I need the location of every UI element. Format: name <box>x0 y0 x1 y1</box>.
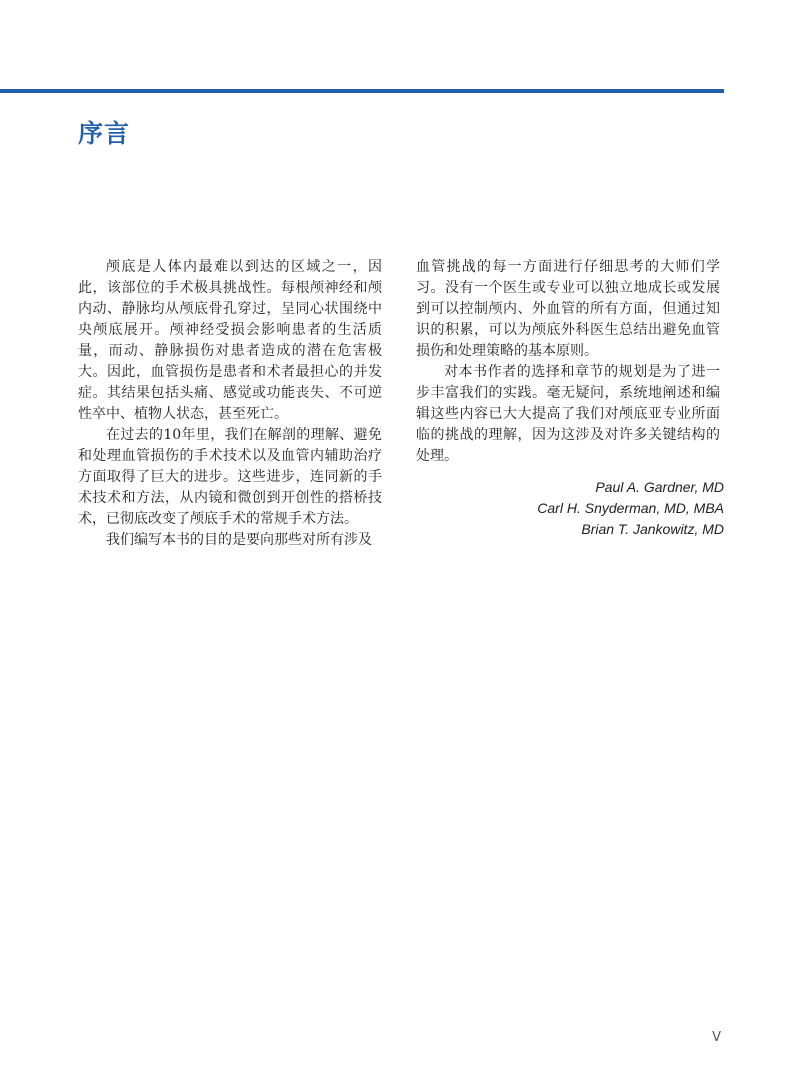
paragraph-2: 在过去的10年里，我们在解剖的理解、避免和处理血管损伤的手术技术以及血管内辅助治疗方面取得了巨大的进步。这些进步，连同新的手术技术和方法，从内镜和微创到开创性的搭桥技术，已彻底改变了颅底手术的常规手术方法。 <box>78 427 382 527</box>
page-number: V <box>712 1030 721 1045</box>
page-title: 序言 <box>78 119 131 148</box>
left-column <box>78 257 382 551</box>
author-name: Brian T. Jankowitz, MD <box>581 521 724 537</box>
author-signatures <box>416 477 724 540</box>
paragraph-3-start: 我们编写本书的目的是要向那些对所有涉及 <box>106 532 372 548</box>
author-name: Paul A. Gardner, MD <box>595 479 724 495</box>
paragraph-3-continued: 血管挑战的每一方面进行仔细思考的大师们学习。没有一个医生或专业可以独立地成长或发展到可以控制颅内、外血管的所有方面，但通过知识的积累，可以为颅底外科医生总结出避免血管损伤和处理策略的基本原则。 <box>416 259 720 359</box>
paragraph-4: 对本书作者的选择和章节的规划是为了进一步丰富我们的实践。毫无疑问，系统地阐述和编辑这些内容已大大提高了我们对颅底亚专业所面临的挑战的理解，因为这涉及对许多关键结构的处理。 <box>416 364 720 464</box>
paragraph-1: 颅底是人体内最难以到达的区域之一，因此，该部位的手术极具挑战性。每根颅神经和颅内动、静脉均从颅底骨孔穿过，呈同心状围绕中央颅底展开。颅神经受损会影响患者的生活质量，而动、静脉损伤对患者造成的潜在危害极大。因此，血管损伤是患者和术者最担心的并发症。其结果包括头痛、感觉或功能丧失、不可逆性卒中、植物人状态，甚至死亡。 <box>78 259 382 422</box>
header-rule <box>0 89 724 93</box>
author-name: Carl H. Snyderman, MD, MBA <box>537 500 724 516</box>
right-column <box>416 257 720 467</box>
